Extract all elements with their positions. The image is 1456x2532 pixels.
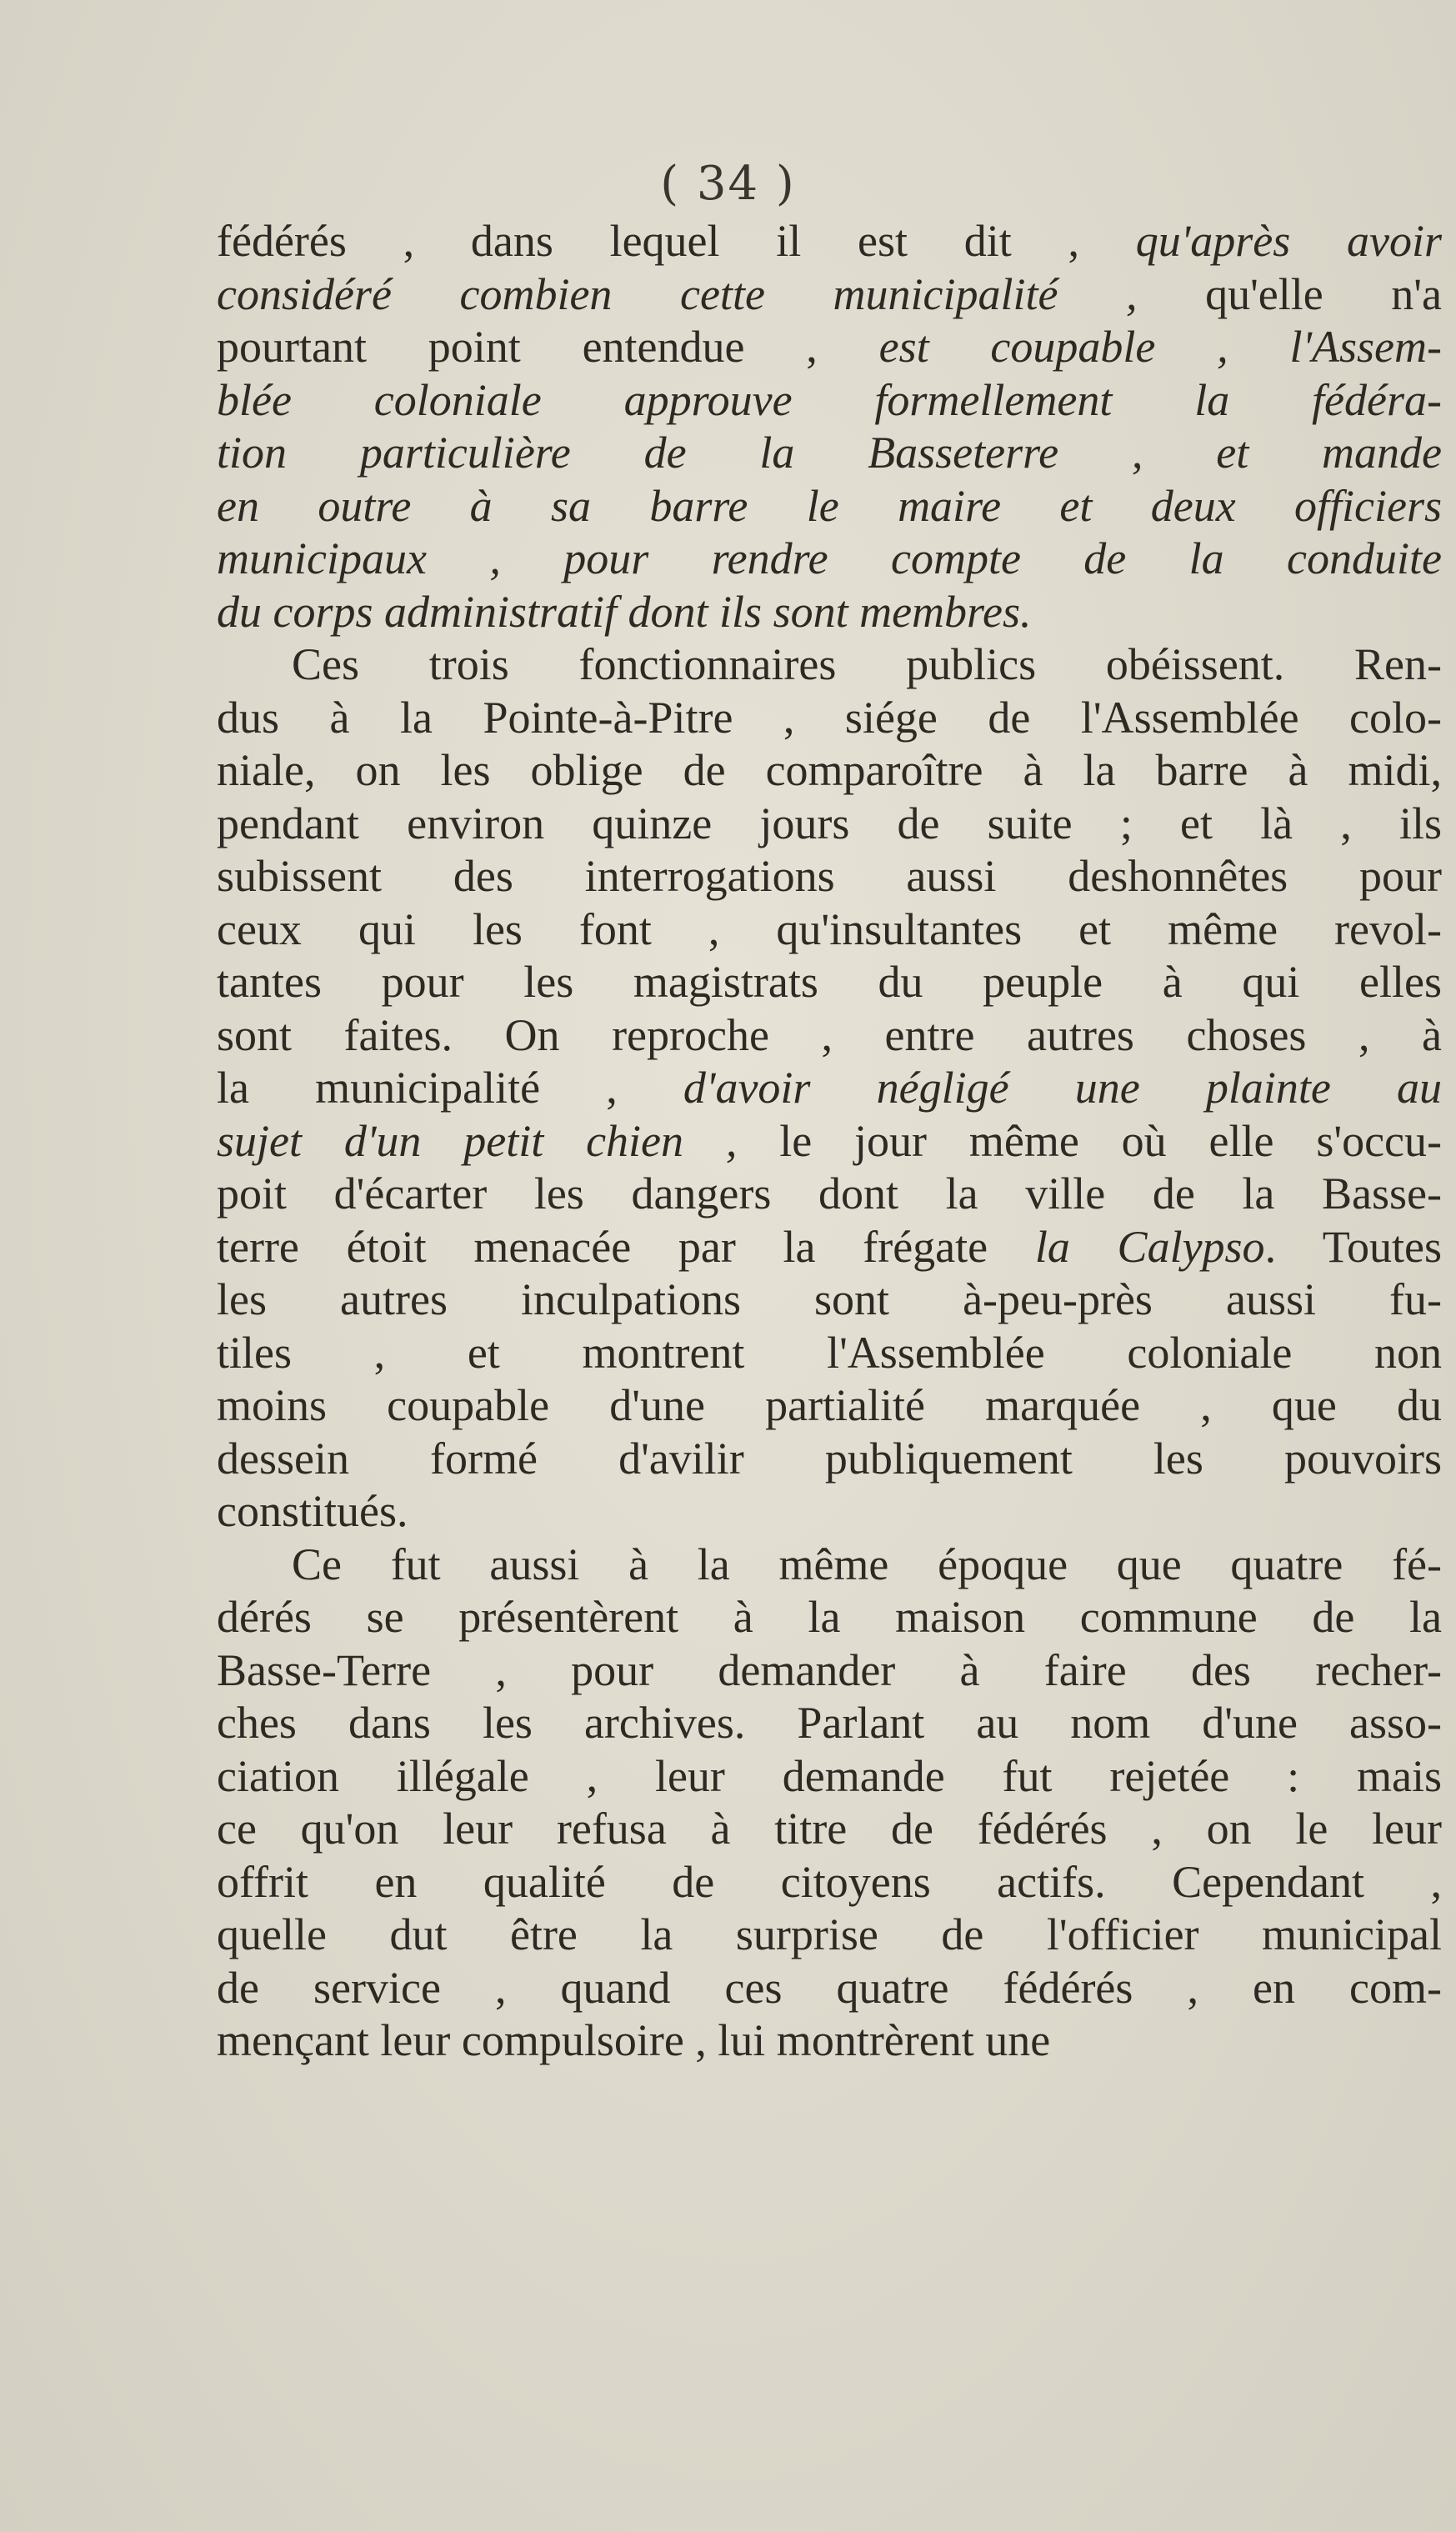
text-line — [217, 1379, 1442, 1433]
roman-text: terre étoit menacée par la frégate — [217, 1221, 1035, 1272]
roman-text: ches dans les archives. Parlant au nom d'une asso- — [217, 1698, 1442, 1748]
roman-text: qu'elle n'a — [1137, 268, 1442, 319]
roman-text: dus à la Pointe-à-Pitre , siége de l'Assemblée colo- — [217, 692, 1442, 743]
text-line — [217, 215, 1442, 268]
roman-text: de service , quand ces quatre fédérés , en com- — [217, 1962, 1442, 2013]
italic-text: tion particulière de la Basseterre , et mande — [217, 428, 1442, 478]
roman-text: constitués. — [217, 1486, 408, 1536]
italic-text: qu'après avoir — [1135, 216, 1443, 266]
text-line — [217, 1327, 1442, 1380]
paragraph — [217, 638, 1442, 1539]
roman-text: Ce fut aussi à la même époque que quatre fé- — [292, 1539, 1442, 1589]
paragraph — [217, 1539, 1442, 2068]
italic-text: en outre à sa barre le maire et deux officiers — [217, 480, 1442, 531]
roman-text: ceux qui les font , qu'insultantes et même revol- — [217, 903, 1442, 954]
roman-text: ce qu'on leur refusa à titre de fédérés , on le leur — [217, 1804, 1442, 1854]
roman-text: subissent des interrogations aussi deshonnêtes pour — [217, 851, 1442, 901]
text-line — [217, 1168, 1442, 1221]
roman-text: les autres inculpations sont à-peu-près aussi fu- — [217, 1274, 1442, 1324]
text-line — [217, 903, 1442, 957]
text-line — [217, 268, 1442, 322]
roman-text: niale, on les oblige de comparoître à la barre à midi, — [217, 745, 1442, 795]
text-line — [217, 1274, 1442, 1327]
roman-text: Ces trois fonctionnaires publics obéissent. Ren- — [292, 639, 1442, 689]
roman-text: poit d'écarter les dangers dont la ville de la Basse- — [217, 1168, 1442, 1218]
text-line — [217, 850, 1442, 903]
text-line — [217, 1856, 1442, 1909]
page-number: ( 34 ) — [660, 157, 796, 211]
roman-text: dessein formé d'avilir publiquement les pouvoirs — [217, 1433, 1442, 1484]
text-line — [217, 1591, 1442, 1644]
text-line — [217, 692, 1442, 745]
text-line — [217, 1062, 1442, 1115]
text-line — [217, 638, 1442, 692]
roman-text: dérés se présentèrent à la maison commune de la — [217, 1592, 1442, 1642]
roman-text: tantes pour les magistrats du peuple à qui elles — [217, 957, 1442, 1007]
text-line — [217, 744, 1442, 798]
text-line — [217, 956, 1442, 1009]
roman-text: mençant leur compulsoire , lui montrèrent une — [217, 2015, 1051, 2065]
roman-text: la municipalité , — [217, 1063, 683, 1113]
italic-text: du corps administratif dont ils sont membres. — [217, 586, 1032, 637]
text-line — [217, 1909, 1442, 1962]
roman-text: . Toutes — [1264, 1221, 1443, 1272]
italic-text: considéré combien cette municipalité , — [217, 268, 1138, 319]
text-line — [217, 1009, 1442, 1063]
roman-text: ciation illégale , leur demande fut rejetée : mais — [217, 1750, 1442, 1801]
italic-text: municipaux , pour rendre compte de la conduite — [217, 533, 1442, 583]
italic-text: est coupable , l'Assem- — [878, 322, 1442, 372]
italic-text: d'avoir négligé une plainte au — [683, 1063, 1442, 1113]
body-text — [217, 215, 1442, 2068]
text-line — [217, 1750, 1442, 1804]
text-line — [217, 2014, 1442, 2068]
roman-text: sont faites. On reproche , entre autres choses , à — [217, 1009, 1442, 1060]
text-line — [217, 1115, 1442, 1168]
roman-text: tiles , et montrent l'Assemblée coloniale non — [217, 1327, 1442, 1378]
text-line — [217, 1962, 1442, 2015]
roman-text: pendant environ quinze jours de suite ; et là , ils — [217, 798, 1442, 848]
text-line — [217, 1221, 1442, 1274]
italic-text: blée coloniale approuve formellement la fédéra- — [217, 374, 1442, 425]
text-line — [217, 480, 1442, 533]
roman-text: moins coupable d'une partialité marquée , que du — [217, 1380, 1442, 1430]
paragraph — [217, 215, 1442, 638]
text-line — [217, 1539, 1442, 1592]
italic-text: sujet d'un petit chien , — [217, 1115, 738, 1166]
italic-text: la Calypso — [1034, 1221, 1265, 1272]
roman-text: fédérés , dans lequel il est dit , — [217, 216, 1136, 266]
text-line — [217, 1644, 1442, 1698]
text-line — [217, 1803, 1442, 1856]
text-line — [217, 374, 1442, 428]
roman-text: pourtant point entendue , — [217, 322, 879, 372]
roman-text: le jour même où elle s'occu- — [737, 1115, 1442, 1166]
text-line — [217, 1433, 1442, 1486]
text-line — [217, 427, 1442, 480]
roman-text: quelle dut être la surprise de l'officier municipal — [217, 1909, 1442, 1959]
roman-text: Basse-Terre , pour demander à faire des recher- — [217, 1644, 1442, 1695]
roman-text: offrit en qualité de citoyens actifs. Cependant , — [217, 1856, 1442, 1907]
text-line — [217, 321, 1442, 374]
text-line — [217, 1485, 1442, 1539]
text-line — [217, 1697, 1442, 1750]
text-line — [217, 586, 1442, 639]
text-line — [217, 533, 1442, 586]
text-line — [217, 798, 1442, 851]
